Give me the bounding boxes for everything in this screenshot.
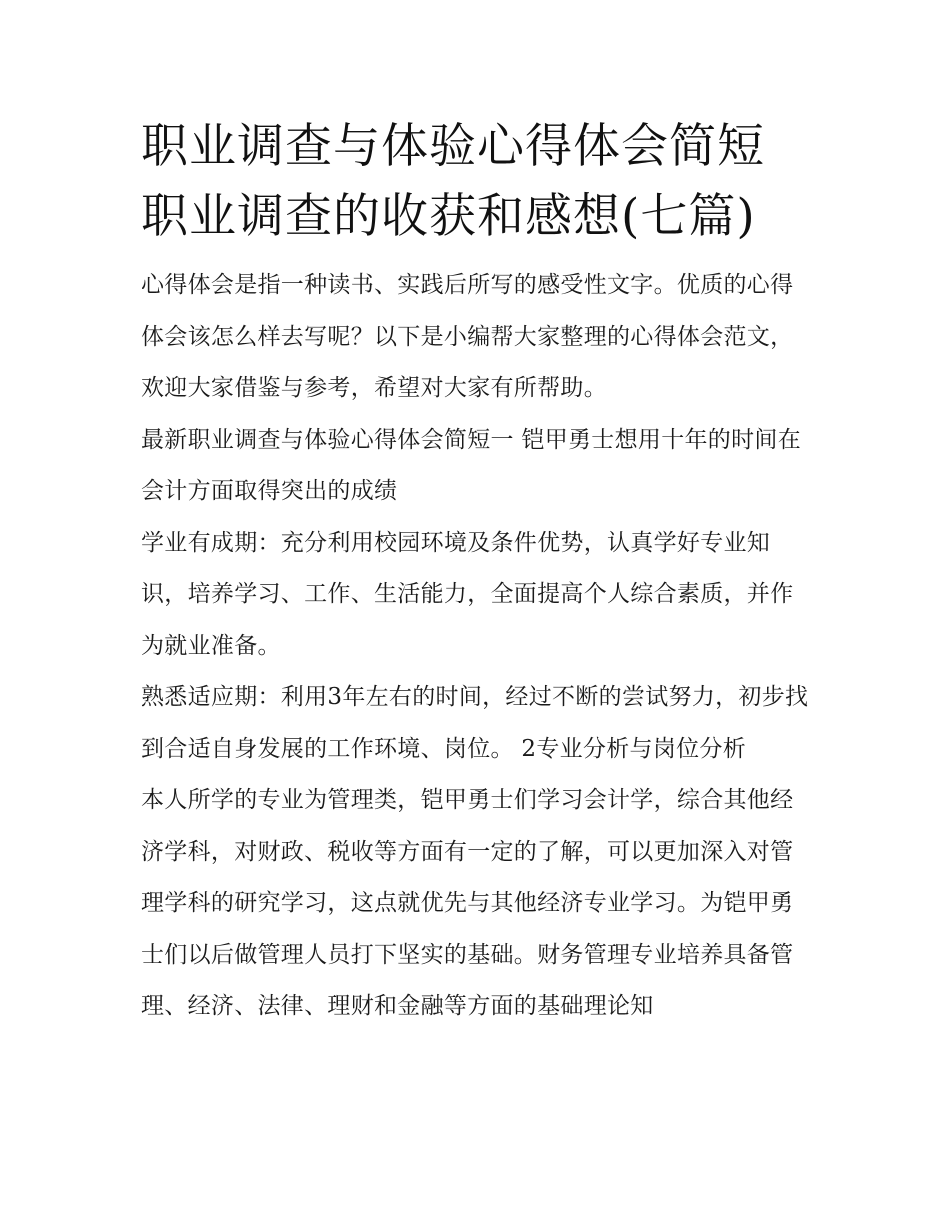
document-title <box>141 112 813 252</box>
paragraph-major-analysis: 本人所学的专业为管理类，铠甲勇士们学习会计学，综合其他经济学科，对财政、税收等方面有一定的了解，可以更加深入对管理学科的研究学习，这点就优先与其他经济专业学习。为铠甲勇士们以后做管理人员打下坚实的基础。财务管理专业培养具备管理、经济、法律、理财和金融等方面的基础理论知 <box>141 787 794 1019</box>
paragraph-intro: 心得体会是指一种读书、实践后所写的感受性文字。优质的心得体会该怎么样去写呢？以下是小编帮大家整理的心得体会范文，欢迎大家借鉴与参考，希望对大家有所帮助。 <box>141 272 794 401</box>
document-body <box>141 260 813 1033</box>
paragraph-adaptation-stage: 熟悉适应期：利用3年左右的时间，经过不断的尝试努力，初步找到合适自身发展的工作环境、岗位。 2专业分析与岗位分析 <box>141 684 809 762</box>
paragraph-section-heading: 最新职业调查与体验心得体会简短一 铠甲勇士想用十年的时间在会计方面取得突出的成绩 <box>141 426 802 504</box>
paragraph-study-stage: 学业有成期：充分利用校园环境及条件优势，认真学好专业知识，培养学习、工作、生活能力，全面提高个人综合素质，并作为就业准备。 <box>141 529 794 659</box>
title-line-1: 职业调查与体验心得体会简短 <box>141 119 765 174</box>
title-line-2: 职业调查的收获和感想(七篇) <box>141 189 756 244</box>
document-content <box>141 112 813 1033</box>
